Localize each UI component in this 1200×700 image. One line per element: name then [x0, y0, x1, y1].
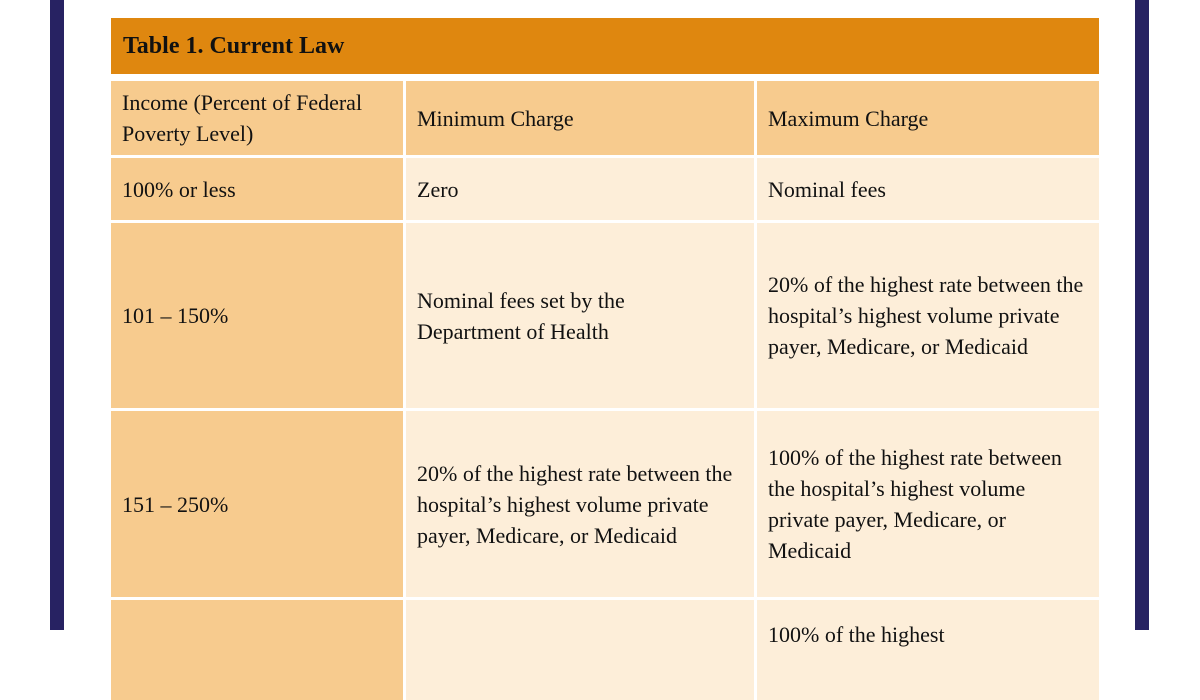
table-cell-income: 100% or less [111, 158, 403, 220]
table-title: Table 1. Current Law [111, 18, 1099, 74]
header-income: Income (Percent of Federal Poverty Level) [111, 81, 403, 155]
header-minimum-charge: Minimum Charge [406, 81, 754, 155]
table-cell-maximum: 100% of the highest [757, 600, 1099, 700]
page-border-right [1135, 0, 1149, 630]
table-cell-minimum: Nominal fees set by the Department of Health [406, 223, 754, 408]
table-cell-maximum: Nominal fees [757, 158, 1099, 220]
table-cell-income: 151 – 250% [111, 411, 403, 597]
header-maximum-charge: Maximum Charge [757, 81, 1099, 155]
table-cell-minimum: 20% of the highest rate between the hospital’s highest volume private payer, Medicare, or Medicaid [406, 411, 754, 597]
table-cell-maximum: 100% of the highest rate between the hospital’s highest volume private payer, Medicare, or Medicaid [757, 411, 1099, 597]
table-cell-maximum: 20% of the highest rate between the hospital’s highest volume private payer, Medicare, or Medicaid [757, 223, 1099, 408]
table-cell-income [111, 600, 403, 700]
table-cell-minimum [406, 600, 754, 700]
page-border-left [50, 0, 64, 630]
table-cell-minimum: Zero [406, 158, 754, 220]
table-cell-income: 101 – 150% [111, 223, 403, 408]
